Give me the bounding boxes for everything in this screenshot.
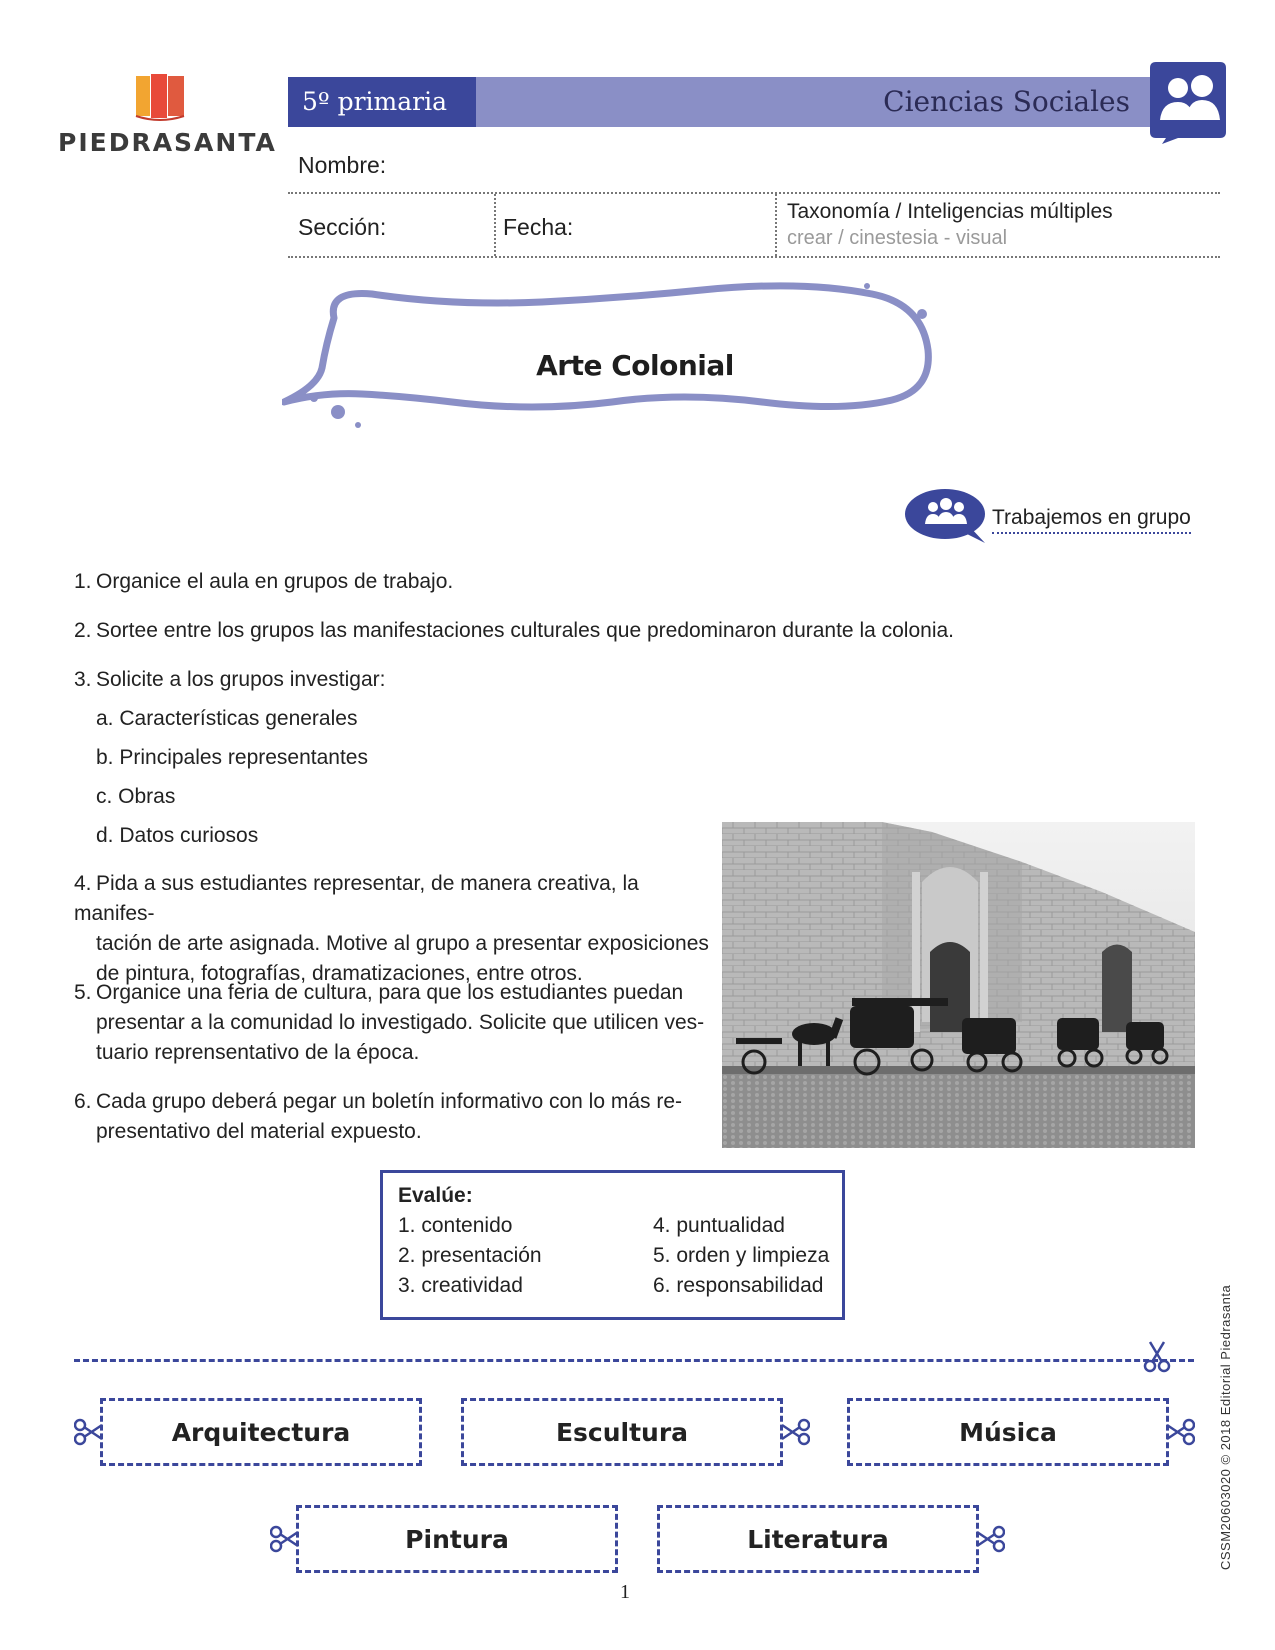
subject-title: Ciencias Sociales (883, 85, 1130, 118)
sub-item: a. Características generales (96, 707, 358, 730)
cut-line (74, 1359, 1194, 1362)
instruction-item: 4. Pida a sus estudiantes representar, de manera creativa, la manifes- tación de arte asignada. Motive al grupo a presentar exposiciones de pintura, fotografías, dramatizaciones, entre otros. (74, 872, 709, 985)
page-title: Arte Colonial (536, 349, 734, 382)
grade-label: 5º primaria (288, 77, 476, 127)
people-icon (1148, 58, 1228, 144)
evaluation-title: Evalúe: (398, 1184, 473, 1207)
sub-item: c. Obras (96, 785, 176, 808)
instruction-item: 2. Sortee entre los grupos las manifestaciones culturales que predominaron durante la colonia. (74, 619, 955, 642)
instruction-item: 3. Solicite a los grupos investigar: (74, 668, 386, 691)
divider (775, 194, 777, 256)
scissors-icon (1142, 1340, 1172, 1374)
group-icon (905, 488, 987, 544)
scissors-icon (74, 1415, 104, 1449)
instruction-item: 6. Cada grupo deberá pegar un boletín informativo con lo más re- presentativo del material expuesto. (74, 1090, 683, 1143)
divider (288, 256, 1220, 258)
scissors-icon (780, 1415, 810, 1449)
instruction-item: 1. Organice el aula en grupos de trabajo. (74, 570, 454, 593)
group-work-label: Trabajemos en grupo (992, 506, 1191, 534)
date-label: Fecha: (503, 214, 574, 240)
evaluation-item: 5. orden y limpieza (653, 1244, 830, 1267)
scissors-icon (1165, 1415, 1195, 1449)
page-number: 1 (620, 1581, 630, 1603)
section-label: Sección: (298, 214, 387, 240)
cut-card-literatura: Literatura (657, 1505, 979, 1573)
instruction-item: 5. Organice una feria de cultura, para que los estudiantes puedan presentar a la comunidad lo investigado. Solicite que utilicen ves- tuario reprensentativo de la época. (74, 981, 705, 1064)
cut-card-escultura: Escultura (461, 1398, 783, 1466)
evaluation-item: 4. puntualidad (653, 1214, 785, 1237)
evaluation-item: 2. presentación (398, 1244, 542, 1267)
sub-item: b. Principales representantes (96, 746, 368, 769)
evaluation-item: 6. responsabilidad (653, 1274, 824, 1297)
taxonomy-values: crear / cinestesia - visual (787, 227, 1008, 249)
name-label: Nombre: (298, 152, 387, 178)
evaluation-item: 1. contenido (398, 1214, 513, 1237)
colonial-church-photo (722, 822, 1195, 1148)
scissors-icon (270, 1522, 300, 1556)
cut-card-arquitectura: Arquitectura (100, 1398, 422, 1466)
brand-logo-text: PIEDRASANTA (58, 128, 277, 157)
scissors-icon (975, 1522, 1005, 1556)
copyright-note: CSSM20603020 © 2018 Editorial Piedrasanta (1218, 1284, 1233, 1570)
evaluation-item: 3. creatividad (398, 1274, 523, 1297)
taxonomy-title: Taxonomía / Inteligencias múltiples (787, 200, 1113, 223)
cut-card-pintura: Pintura (296, 1505, 618, 1573)
sub-item: d. Datos curiosos (96, 824, 259, 847)
cut-card-musica: Música (847, 1398, 1169, 1466)
divider (494, 194, 496, 256)
divider (288, 192, 1220, 194)
book-logo-icon (134, 72, 186, 122)
